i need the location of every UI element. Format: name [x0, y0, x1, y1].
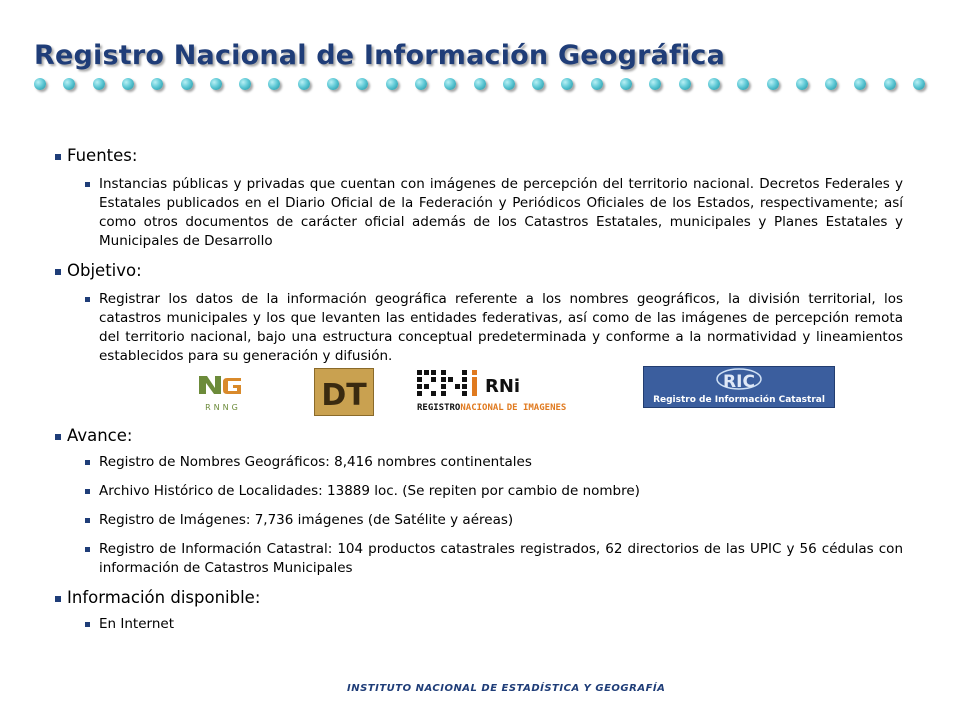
decorative-dot: [649, 78, 661, 90]
decorative-dot: [34, 78, 46, 90]
rni-caption-a: REGISTRO: [417, 403, 461, 413]
objetivo-item: Registrar los datos de la información geográfica referente a los nombres geográficos, la división territorial, los catastros municipales y los que levanten las entidades federativas, así como de las imágenes de percepción remota del territorio nacional, bajo una estructura conceptual predeterminada y conforme a la normatividad y lineamientos establecidos para su generación y difusión.: [85, 290, 903, 366]
decorative-dot: [386, 78, 398, 90]
avance-item: Registro de Nombres Geográficos: 8,416 nombres continentales: [85, 453, 903, 472]
decorative-dot: [620, 78, 632, 90]
page-title: Registro Nacional de Información Geográfica: [34, 40, 726, 71]
dt-logo: [314, 368, 374, 416]
decorative-dot: [561, 78, 573, 90]
decorative-dot: [474, 78, 486, 90]
decorative-dot: [151, 78, 163, 90]
decorative-dot: [181, 78, 193, 90]
ric-logo: [643, 366, 835, 408]
section-label: Avance:: [67, 426, 133, 445]
section-objetivo: [55, 261, 903, 280]
decorative-dot: [913, 78, 925, 90]
decorative-dot: [767, 78, 779, 90]
rni-logo: [415, 368, 620, 414]
decorative-dot: [444, 78, 456, 90]
rni-logo-big: RNi: [485, 376, 521, 397]
slide-content: [55, 146, 903, 644]
decorative-dot: [93, 78, 105, 90]
decorative-dot: [239, 78, 251, 90]
decorative-dot: [63, 78, 75, 90]
decorative-dot: [854, 78, 866, 90]
decorative-dot: [591, 78, 603, 90]
decorative-dot: [503, 78, 515, 90]
rnng-logo-text: RNNG: [205, 403, 241, 412]
decorative-dot: [532, 78, 544, 90]
dt-logo-text: DT: [321, 378, 367, 413]
decorative-dot: [796, 78, 808, 90]
section-label: Información disponible:: [67, 588, 261, 607]
section-label: Fuentes:: [67, 146, 138, 165]
decorative-dot: [356, 78, 368, 90]
decorative-dot: [298, 78, 310, 90]
rni-caption-c: DE IMAGENES: [506, 403, 567, 413]
avance-item: Registro de Imágenes: 7,736 imágenes (de Satélite y aéreas): [85, 511, 903, 530]
decorative-dot: [825, 78, 837, 90]
decorative-dot: [122, 78, 134, 90]
decorative-dot: [415, 78, 427, 90]
decorative-dot-row: [34, 78, 934, 94]
informacion-item: En Internet: [85, 615, 903, 634]
footer-institution: INSTITUTO NACIONAL DE ESTADÍSTICA Y GEOGRAFÍA: [347, 683, 666, 694]
decorative-dot: [884, 78, 896, 90]
decorative-dot: [679, 78, 691, 90]
svg-text:REGISTRONACIONALDE IMAGENES: [417, 403, 566, 413]
decorative-dot: [708, 78, 720, 90]
rnng-logo: [197, 372, 249, 414]
ric-logo-caption: Registro de Información Catastral: [653, 395, 825, 405]
section-label: Objetivo:: [67, 261, 142, 280]
avance-item: Archivo Histórico de Localidades: 13889 loc. (Se repiten por cambio de nombre): [85, 482, 903, 501]
decorative-dot: [268, 78, 280, 90]
section-fuentes: [55, 146, 903, 165]
decorative-dot: [210, 78, 222, 90]
rni-caption-b: NACIONAL: [460, 403, 504, 413]
logo-strip: [55, 366, 903, 418]
section-avance: [55, 426, 903, 445]
section-informacion: [55, 588, 903, 607]
decorative-dot: [327, 78, 339, 90]
ric-logo-big: RIC: [723, 372, 755, 392]
fuentes-item: Instancias públicas y privadas que cuentan con imágenes de percepción del territorio nacional. Decretos Federales y Estatales publicados en el Diario Oficial de la Federación y Periódicos Oficiales de los Estados, respectivamente; así como otros documentos de carácter oficial además de los Catastros Estatales, municipales y Planes Estatales y Municipales de Desarrollo: [85, 175, 903, 251]
decorative-dot: [737, 78, 749, 90]
avance-item: Registro de Información Catastral: 104 productos catastrales registrados, 62 directorios de las UPIC y 56 cédulas con información de Catastros Municipales: [85, 540, 903, 578]
